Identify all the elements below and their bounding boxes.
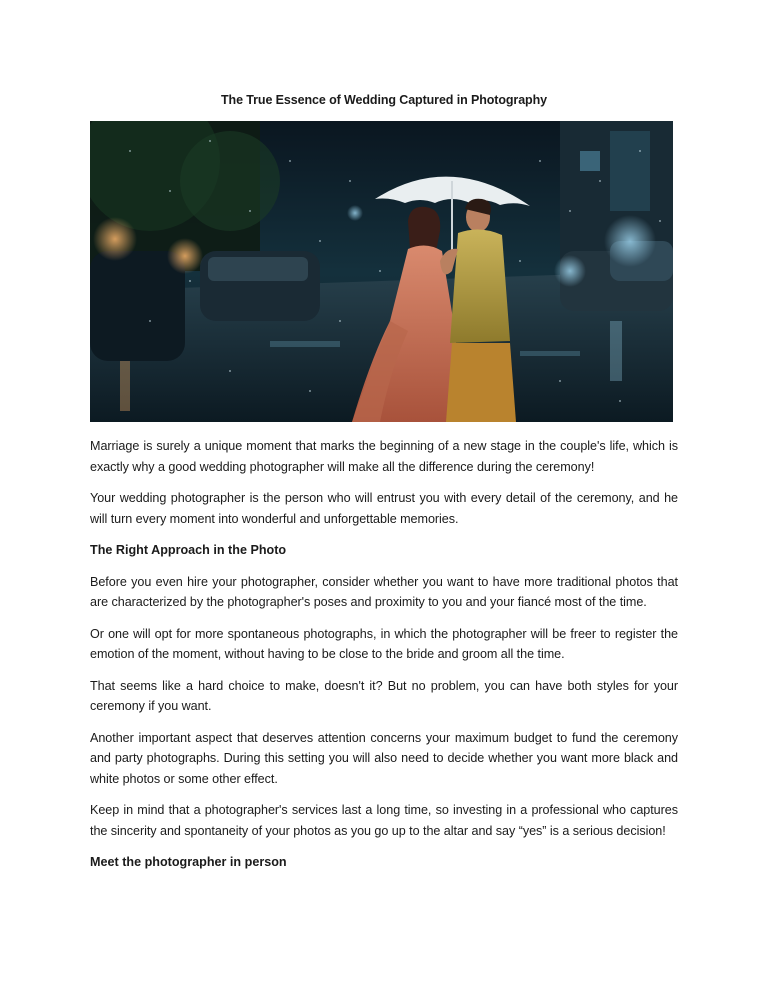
- body-paragraph: Or one will opt for more spontaneous photographs, in which the photographer will be freer to register the emotion of the moment, without having to be close to the bride and groom all the time.: [90, 626, 678, 661]
- body-paragraph: Another important aspect that deserves attention concerns your maximum budget to fund the ceremony and party photographs. During this setting you will also need to decide whether you want more black and white photos or some other effect.: [90, 730, 678, 786]
- document-title: The True Essence of Wedding Captured in Photography: [221, 93, 547, 107]
- wedding-photo: [90, 121, 673, 422]
- body-paragraph: Keep in mind that a photographer's services last a long time, so investing in a professional who captures the sincerity and spontaneity of your photos as you go up to the altar and say “yes” is a serious decision!: [90, 803, 678, 838]
- body-paragraph: That seems like a hard choice to make, doesn't it? But no problem, you can have both styles for your ceremony if you want.: [90, 678, 678, 713]
- wedding-photo-illustration: [90, 121, 673, 422]
- body-paragraph: Before you even hire your photographer, consider whether you want to have more traditional photos that are characterized by the photographer's poses and proximity to you and your fiancé most of the time.: [90, 574, 678, 609]
- document-body: [90, 436, 678, 884]
- section-heading: Meet the photographer in person: [90, 855, 287, 869]
- body-paragraph: Your wedding photographer is the person who will entrust you with every detail of the ceremony, and he will turn every moment into wonderful and unforgettable memories.: [90, 491, 678, 526]
- body-paragraph: Marriage is surely a unique moment that marks the beginning of a new stage in the couple's life, which is exactly why a good wedding photographer will make all the difference during the ceremony!: [90, 439, 678, 474]
- section-heading: The Right Approach in the Photo: [90, 543, 287, 557]
